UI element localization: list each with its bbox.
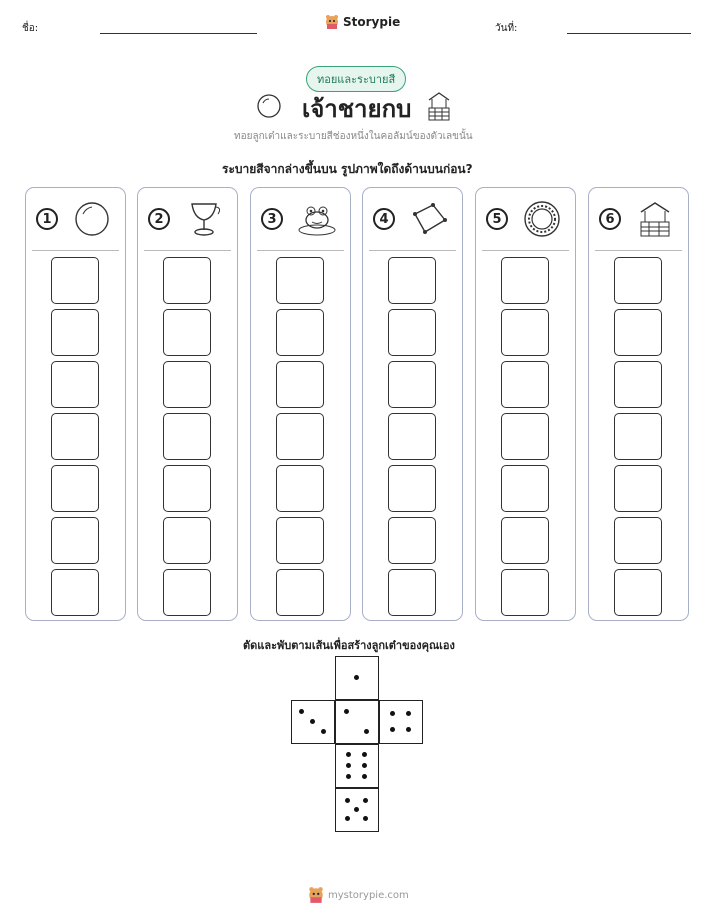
- dice-pip: [390, 711, 395, 716]
- color-box[interactable]: [388, 569, 436, 616]
- color-box[interactable]: [501, 465, 549, 512]
- color-box[interactable]: [51, 465, 99, 512]
- dice-instructions: ตัดและพับตามเส้นเพื่อสร้างลูกเต๋าของคุณเอง: [243, 639, 455, 652]
- color-box[interactable]: [276, 569, 324, 616]
- color-box[interactable]: [614, 257, 662, 304]
- column-2: [137, 187, 238, 621]
- column-1: [25, 187, 126, 621]
- color-box[interactable]: [51, 569, 99, 616]
- color-box[interactable]: [276, 309, 324, 356]
- column-number: 6: [599, 208, 621, 230]
- dice-pip: [344, 709, 349, 714]
- bear-icon: [325, 14, 339, 30]
- dice-pip: [345, 798, 350, 803]
- dice-pip: [363, 816, 368, 821]
- color-box[interactable]: [163, 361, 211, 408]
- color-box[interactable]: [276, 413, 324, 460]
- brand-logo: [325, 14, 400, 30]
- dice-pip: [363, 798, 368, 803]
- dice-pip: [346, 752, 351, 757]
- dice-face-4: [379, 700, 423, 744]
- dice-pip: [354, 807, 359, 812]
- well-icon: [633, 200, 677, 238]
- color-box[interactable]: [163, 465, 211, 512]
- column-6: [588, 187, 689, 621]
- divider: [32, 250, 119, 251]
- color-box[interactable]: [614, 361, 662, 408]
- column-4: [362, 187, 463, 621]
- dice-pip: [354, 675, 359, 680]
- name-line[interactable]: [100, 33, 257, 34]
- color-box[interactable]: [501, 309, 549, 356]
- dice-pip: [299, 709, 304, 714]
- dice-face-6: [335, 744, 379, 788]
- color-box[interactable]: [276, 361, 324, 408]
- date-label: วันที่:: [495, 23, 518, 34]
- column-number: 2: [148, 208, 170, 230]
- divider: [369, 250, 456, 251]
- column-number: 3: [261, 208, 283, 230]
- column-5: [475, 187, 576, 621]
- color-box[interactable]: [163, 569, 211, 616]
- divider: [595, 250, 682, 251]
- color-box[interactable]: [614, 309, 662, 356]
- color-box[interactable]: [51, 413, 99, 460]
- dice-pip: [346, 763, 351, 768]
- color-box[interactable]: [501, 257, 549, 304]
- color-box[interactable]: [614, 465, 662, 512]
- date-line[interactable]: [567, 33, 691, 34]
- color-box[interactable]: [51, 257, 99, 304]
- color-box[interactable]: [388, 517, 436, 564]
- dice-face-3: [291, 700, 335, 744]
- color-box[interactable]: [163, 257, 211, 304]
- dice-pip: [390, 727, 395, 732]
- dice-pip: [406, 711, 411, 716]
- color-box[interactable]: [614, 569, 662, 616]
- color-box[interactable]: [163, 413, 211, 460]
- color-box[interactable]: [614, 517, 662, 564]
- color-box[interactable]: [51, 361, 99, 408]
- footer: [308, 886, 409, 904]
- crystal-ball-icon: [70, 200, 114, 238]
- frog-icon: [295, 200, 339, 238]
- divider: [257, 250, 344, 251]
- page-title: เจ้าชายกบ: [302, 95, 412, 123]
- color-box[interactable]: [388, 309, 436, 356]
- dice-pip: [346, 774, 351, 779]
- divider: [144, 250, 231, 251]
- color-box[interactable]: [276, 465, 324, 512]
- pillow-icon: [407, 200, 451, 238]
- color-box[interactable]: [388, 257, 436, 304]
- well-icon: [426, 90, 452, 122]
- column-number: 5: [486, 208, 508, 230]
- footer-url: mystorypie.com: [328, 889, 409, 901]
- brand-name: Storypie: [343, 15, 401, 29]
- dice-face-1: [335, 656, 379, 700]
- color-box[interactable]: [614, 413, 662, 460]
- color-box[interactable]: [388, 465, 436, 512]
- dice-pip: [406, 727, 411, 732]
- plate-icon: [520, 200, 564, 238]
- column-3: [250, 187, 351, 621]
- column-number: 1: [36, 208, 58, 230]
- color-box[interactable]: [501, 361, 549, 408]
- dice-face-5: [335, 788, 379, 832]
- color-box[interactable]: [501, 569, 549, 616]
- name-label: ชื่อ:: [22, 23, 39, 34]
- color-box[interactable]: [51, 517, 99, 564]
- color-box[interactable]: [276, 517, 324, 564]
- crystal-ball-icon: [256, 93, 282, 119]
- dice-pip: [362, 763, 367, 768]
- color-box[interactable]: [501, 413, 549, 460]
- color-box[interactable]: [51, 309, 99, 356]
- color-box[interactable]: [501, 517, 549, 564]
- dice-pip: [362, 752, 367, 757]
- color-box[interactable]: [163, 517, 211, 564]
- instructions: ทอยลูกเต๋าและระบายสีช่องหนึ่งในคอลัมน์ของตัวเลขนั้น: [234, 131, 473, 142]
- column-number: 4: [373, 208, 395, 230]
- question: ระบายสีจากล่างขึ้นบน รูปภาพใดถึงด้านบนก่อน?: [222, 162, 473, 176]
- dice-face-2: [335, 700, 379, 744]
- color-box[interactable]: [276, 257, 324, 304]
- activity-badge: ทอยและระบายสี: [306, 66, 406, 92]
- dice-pip: [321, 729, 326, 734]
- dice-pip: [364, 729, 369, 734]
- color-box[interactable]: [163, 309, 211, 356]
- dice-pip: [310, 719, 315, 724]
- color-box[interactable]: [388, 413, 436, 460]
- goblet-icon: [182, 200, 226, 238]
- dice-pip: [362, 774, 367, 779]
- bear-icon: [308, 886, 324, 904]
- color-box[interactable]: [388, 361, 436, 408]
- dice-pip: [345, 816, 350, 821]
- divider: [482, 250, 569, 251]
